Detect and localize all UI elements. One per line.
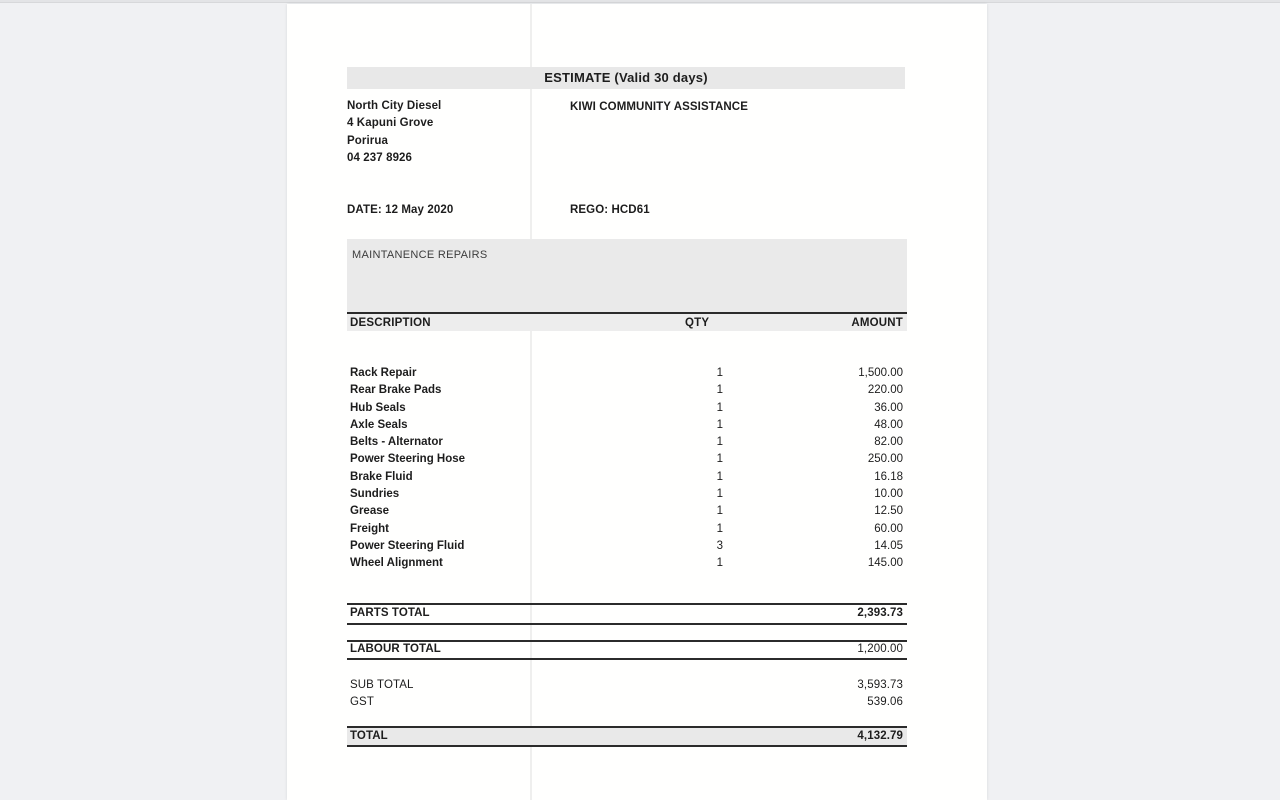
estimate-title-band — [347, 67, 905, 89]
gst-row — [347, 694, 907, 711]
table-row — [347, 417, 907, 434]
item-qty: 1 — [716, 436, 723, 449]
labour-total-value: 1,200.00 — [857, 643, 903, 656]
item-amount: 60.00 — [874, 522, 903, 535]
labour-total-row — [347, 640, 907, 660]
vendor-address-block — [347, 98, 441, 168]
item-qty: 1 — [716, 488, 723, 501]
table-row — [347, 451, 907, 468]
item-amount: 1,500.00 — [858, 367, 903, 379]
rego-label: REGO: HCD61 — [570, 204, 650, 216]
document-page — [287, 4, 987, 800]
gst-label: GST — [350, 695, 374, 708]
table-row — [347, 503, 907, 520]
vendor-name: North City Diesel — [347, 100, 442, 112]
item-qty: 1 — [716, 418, 723, 431]
col-header-description: DESCRIPTION — [350, 317, 431, 329]
item-qty: 1 — [716, 367, 723, 379]
item-amount: 82.00 — [874, 436, 903, 449]
table-header-row — [347, 312, 907, 331]
subtotal-label: SUB TOTAL — [350, 678, 414, 691]
subtotal-value: 3,593.73 — [857, 678, 903, 691]
item-description: Belts - Alternator — [350, 436, 443, 449]
date-label: DATE: 12 May 2020 — [347, 204, 454, 216]
item-amount: 16.18 — [874, 470, 903, 483]
grand-total-label: TOTAL — [350, 729, 388, 742]
item-description: Rack Repair — [350, 367, 417, 379]
item-amount: 250.00 — [867, 453, 903, 466]
item-amount: 220.00 — [867, 384, 903, 397]
item-qty: 1 — [716, 470, 723, 483]
item-description: Freight — [350, 522, 389, 535]
item-qty: 1 — [716, 505, 723, 518]
table-row — [347, 434, 907, 451]
item-amount: 12.50 — [874, 505, 903, 518]
item-amount: 36.00 — [874, 401, 903, 414]
vendor-address-line: Porirua — [347, 134, 388, 147]
item-description: Grease — [350, 505, 390, 518]
table-row — [347, 486, 907, 503]
item-qty: 1 — [716, 401, 723, 414]
item-description: Sundries — [350, 488, 400, 501]
customer-name: KIWI COMMUNITY ASSISTANCE — [570, 101, 748, 113]
table-row — [347, 400, 907, 417]
vendor-address-line: 4 Kapuni Grove — [347, 117, 434, 130]
table-row — [347, 521, 907, 538]
job-description-text: MAINTANENCE REPAIRS — [352, 249, 488, 261]
table-row — [347, 538, 907, 555]
item-qty: 1 — [716, 557, 723, 570]
table-row — [347, 365, 907, 382]
parts-total-label: PARTS TOTAL — [350, 607, 430, 620]
item-amount: 48.00 — [874, 418, 903, 431]
item-qty: 1 — [716, 384, 723, 397]
table-row — [347, 469, 907, 486]
gst-value: 539.06 — [867, 695, 903, 708]
item-qty: 1 — [716, 522, 723, 535]
item-description: Brake Fluid — [350, 470, 413, 483]
parts-total-row — [347, 603, 907, 625]
col-header-amount: AMOUNT — [851, 317, 903, 329]
item-description: Hub Seals — [350, 401, 406, 414]
top-edge-strip — [0, 0, 1280, 3]
item-description: Power Steering Fluid — [350, 539, 465, 552]
grand-total-row — [347, 726, 907, 747]
item-description: Rear Brake Pads — [350, 384, 442, 397]
table-row — [347, 382, 907, 399]
item-description: Power Steering Hose — [350, 453, 466, 466]
item-qty: 3 — [716, 539, 723, 552]
line-items — [347, 365, 907, 573]
item-amount: 14.05 — [874, 539, 903, 552]
item-amount: 10.00 — [874, 488, 903, 501]
vendor-phone: 04 237 8926 — [347, 152, 413, 165]
parts-total-value: 2,393.73 — [857, 607, 903, 620]
job-description-box — [347, 239, 907, 312]
col-header-qty: QTY — [685, 317, 710, 329]
item-amount: 145.00 — [867, 557, 903, 570]
item-description: Wheel Alignment — [350, 557, 443, 570]
item-qty: 1 — [716, 453, 723, 466]
item-description: Axle Seals — [350, 418, 408, 431]
page-title: ESTIMATE (Valid 30 days) — [544, 70, 708, 85]
subtotal-row — [347, 677, 907, 694]
labour-total-label: LABOUR TOTAL — [350, 643, 441, 656]
table-row — [347, 555, 907, 572]
grand-total-value: 4,132.79 — [857, 729, 903, 742]
